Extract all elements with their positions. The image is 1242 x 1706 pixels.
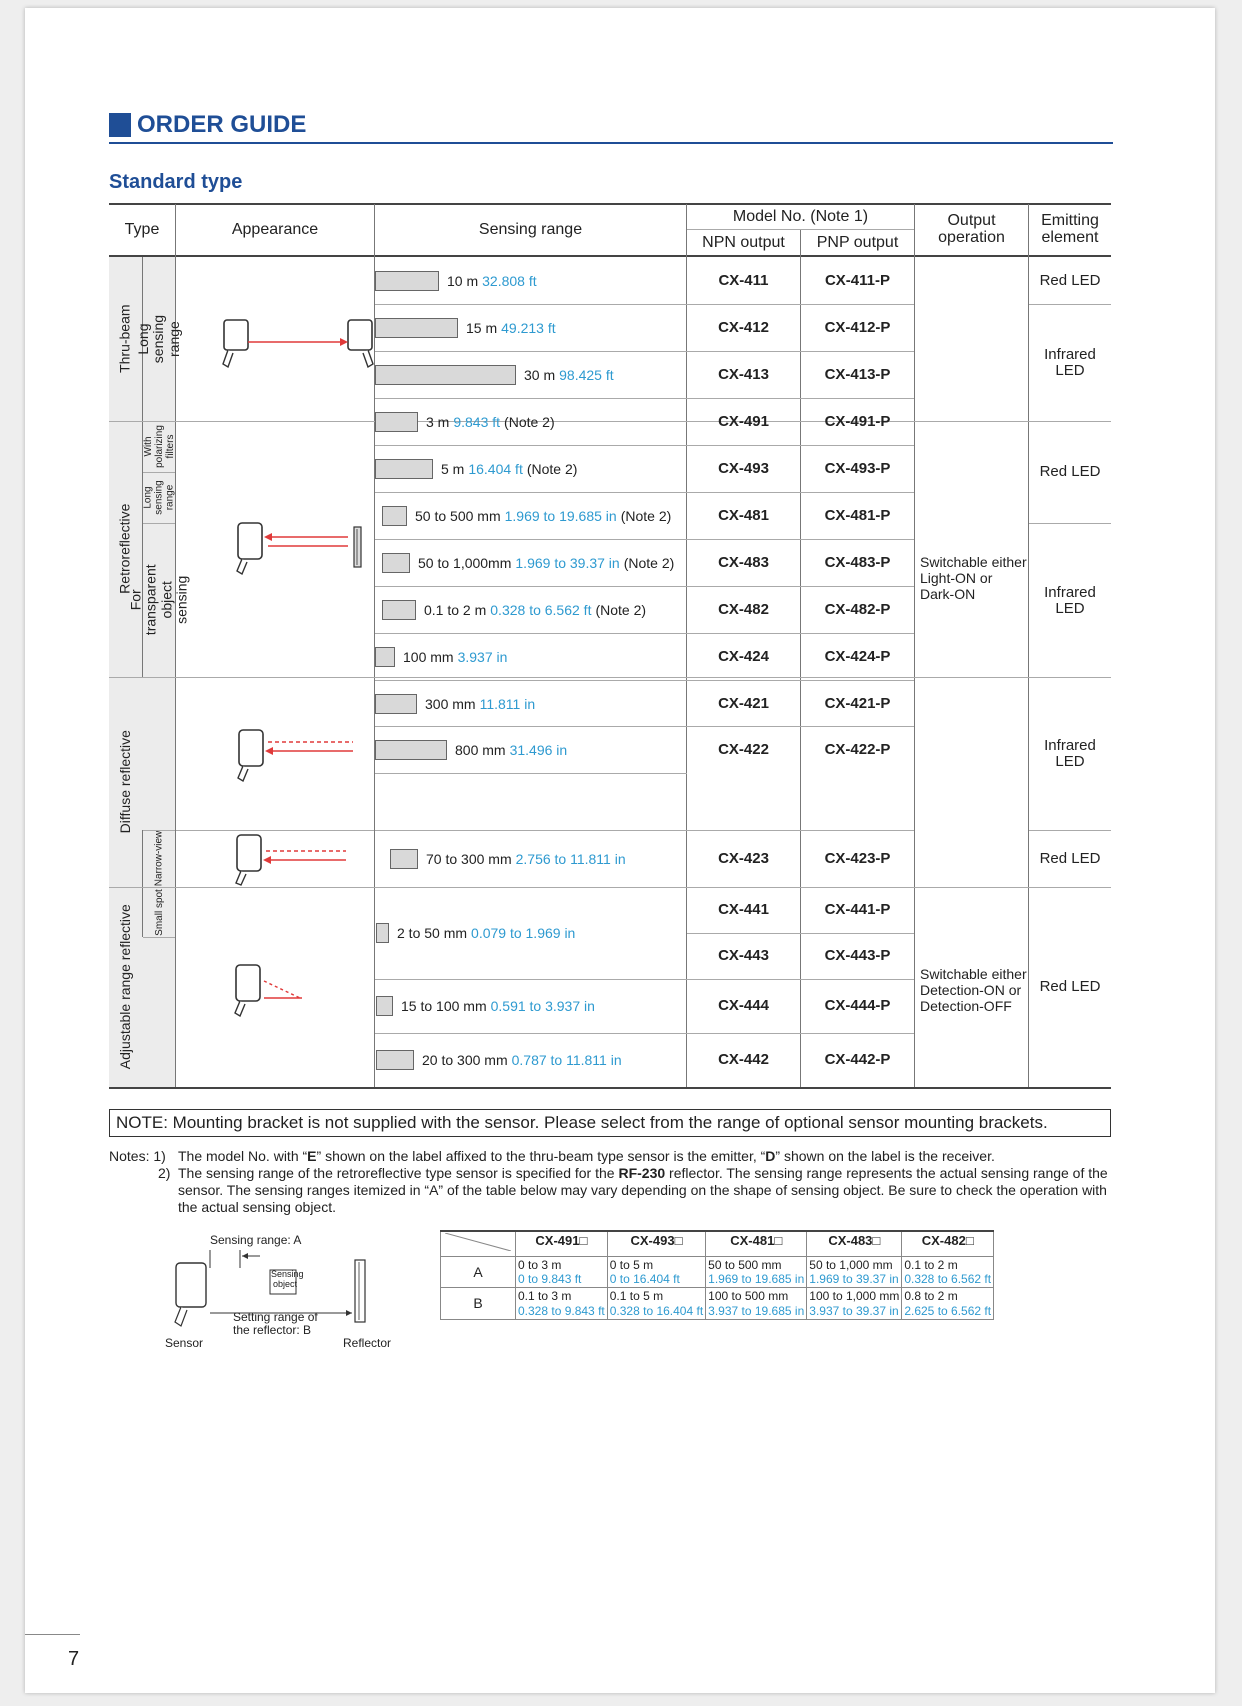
- range-col-header: CX-482□: [902, 1231, 994, 1256]
- pnp-model-cell: CX-491-P: [824, 412, 891, 430]
- range-table-corner: [441, 1231, 516, 1256]
- notes-label: Notes: 1): [109, 1148, 166, 1164]
- pnp-model-cell: CX-483-P: [824, 553, 891, 571]
- sensing-range-text: 2 to 50 mm 0.079 to 1.969 in: [397, 925, 576, 941]
- pnp-model-cell: CX-444-P: [824, 997, 891, 1015]
- range-cell: 0 to 3 m 0 to 9.843 ft: [516, 1256, 608, 1288]
- notes-block: [109, 1148, 1119, 1216]
- page-number-rule: [25, 1634, 80, 1635]
- sensing-range-text: 3 m 9.843 ft (Note 2): [426, 413, 555, 430]
- header-npn: NPN output: [702, 233, 785, 251]
- range-bar: [390, 849, 418, 869]
- note-1: The model No. with “E” shown on the label affixed to the thru-beam type sensor is the emitter, “D” shown on the label is the receiver.: [178, 1148, 995, 1164]
- range-cell: 100 to 500 mm 3.937 to 19.685 in: [706, 1288, 807, 1320]
- npn-model-cell: CX-483: [718, 553, 769, 571]
- narrow-view-appearance: [176, 830, 374, 887]
- npn-model-cell: CX-411: [718, 271, 769, 289]
- diagram-sensing-range: Sensing range: A: [210, 1233, 302, 1247]
- npn-model-cell: CX-424: [718, 647, 769, 665]
- sensing-range-text: 50 to 500 mm 1.969 to 19.685 in (Note 2): [415, 507, 672, 524]
- type-small-spot: Small spot: [153, 888, 165, 936]
- mounting-note-box: NOTE: Mounting bracket is not supplied with the sensor. Please select from the range of optional sensor mounting brackets.: [109, 1109, 1111, 1137]
- emit-infrared-3: Infrared LED: [1044, 736, 1096, 770]
- pnp-model-cell: CX-413-P: [824, 365, 891, 383]
- emit-red-led-3: Red LED: [1039, 849, 1101, 867]
- output-light-dark: Switchable either Light-ON or Dark-ON: [920, 554, 1027, 603]
- sensing-range-text: 50 to 1,000mm 1.969 to 39.37 in (Note 2): [418, 554, 675, 571]
- pnp-model-cell: CX-412-P: [824, 318, 891, 336]
- header-appearance: Appearance: [231, 220, 319, 238]
- range-bar: [375, 271, 439, 291]
- type-diffuse-reflective: Diffuse reflective: [116, 730, 133, 834]
- sensing-range-text: 10 m 32.808 ft: [447, 272, 537, 289]
- sensing-range-text: 0.1 to 2 m 0.328 to 6.562 ft (Note 2): [424, 601, 647, 618]
- type-thru-beam: Thru-beam: [116, 304, 133, 374]
- document-page: [25, 8, 1215, 1693]
- thru-beam-appearance: [176, 257, 374, 421]
- range-cell: 0.1 to 2 m 0.328 to 6.562 ft: [902, 1256, 994, 1288]
- diagram-reflector: Reflector: [343, 1336, 392, 1350]
- pnp-model-cell: CX-411-P: [824, 271, 891, 289]
- range-bar: [375, 647, 395, 667]
- range-bar: [382, 600, 416, 620]
- npn-model-cell: CX-444: [718, 997, 769, 1015]
- range-cell: 0.1 to 3 m 0.328 to 9.843 ft: [516, 1288, 608, 1320]
- pnp-model-cell: CX-422-P: [824, 740, 891, 758]
- retroreflective-appearance: [176, 421, 374, 677]
- adjustable-range-appearance: [176, 887, 374, 1087]
- page-number: 7: [68, 1648, 80, 1670]
- range-table: [440, 1230, 994, 1320]
- npn-model-cell: CX-493: [718, 459, 769, 477]
- pnp-model-cell: CX-424-P: [824, 647, 891, 665]
- range-col-header: CX-481□: [706, 1231, 807, 1256]
- range-row-label: A: [441, 1256, 516, 1288]
- range-bar: [375, 740, 447, 760]
- diffuse-reflective-appearance: [176, 677, 374, 830]
- sensing-range-text: 300 mm 11.811 in: [425, 695, 536, 712]
- range-bar: [375, 694, 417, 714]
- npn-model-cell: CX-422: [718, 740, 769, 758]
- diagram-setting-range: Setting range of the reflector: B: [233, 1310, 318, 1338]
- range-bar: [382, 553, 410, 573]
- range-cell: 0 to 5 m 0 to 16.404 ft: [607, 1256, 705, 1288]
- range-col-header: CX-483□: [807, 1231, 902, 1256]
- npn-model-cell: CX-412: [718, 318, 769, 336]
- output-detection: Switchable either Detection-ON or Detection-OFF: [920, 966, 1027, 1015]
- npn-model-cell: CX-413: [718, 365, 769, 383]
- range-cell: 50 to 500 mm 1.969 to 19.685 in: [706, 1256, 807, 1288]
- sensing-range-text: 70 to 300 mm 2.756 to 11.811 in: [426, 850, 626, 867]
- emit-infrared-2: Infrared LED: [1044, 583, 1096, 617]
- range-cell: 0.1 to 5 m 0.328 to 16.404 ft: [607, 1288, 705, 1320]
- range-bar: [376, 996, 393, 1016]
- npn-model-cell: CX-423: [718, 849, 769, 867]
- npn-model-cell: CX-441: [718, 901, 769, 919]
- header-pnp: PNP output: [816, 233, 899, 251]
- sensing-range-text: 15 m 49.213 ft: [466, 319, 556, 336]
- pnp-model-cell: CX-441-P: [824, 901, 891, 919]
- range-bar: [376, 923, 389, 943]
- range-bar: [375, 365, 516, 385]
- sensing-range-text: 15 to 100 mm 0.591 to 3.937 in: [401, 998, 595, 1014]
- pnp-model-cell: CX-493-P: [824, 459, 891, 477]
- type-long-sensing-range-small: Long sensing range: [142, 480, 176, 515]
- note-2: The sensing range of the retroreflective type sensor is specified for the RF-230 reflector. The sensing range represents the actual sensing range of the sensor. The sensing ranges itemized in “A” of the table below may vary depending on the shape of sensing object. Be sure to check the operation with the actual sensing object.: [178, 1165, 1108, 1216]
- heading-text: ORDER GUIDE: [137, 111, 307, 138]
- range-bar: [375, 318, 458, 338]
- emit-infrared-1: Infrared LED: [1044, 346, 1096, 379]
- header-sensing-range: Sensing range: [478, 220, 583, 238]
- sensing-range-text: 30 m 98.425 ft: [524, 366, 614, 383]
- range-col-header: CX-493□: [607, 1231, 705, 1256]
- npn-model-cell: CX-421: [718, 694, 769, 712]
- type-adjustable-range: Adjustable range reflective: [116, 904, 133, 1070]
- range-row-label: B: [441, 1288, 516, 1320]
- range-cell: 50 to 1,000 mm 1.969 to 39.37 in: [807, 1256, 902, 1288]
- diagram-sensor: Sensor: [165, 1336, 204, 1350]
- sensing-range-text: 5 m 16.404 ft (Note 2): [441, 460, 578, 477]
- header-emitting-element: Emitting element: [1041, 212, 1099, 246]
- type-for-transparent: For transparent object sensing: [127, 564, 190, 636]
- pnp-model-cell: CX-482-P: [824, 600, 891, 618]
- diagram-sensing-object: Sensing object: [271, 1269, 304, 1289]
- range-col-header: CX-491□: [516, 1231, 608, 1256]
- range-cell: 100 to 1,000 mm 3.937 to 39.37 in: [807, 1288, 902, 1320]
- pnp-model-cell: CX-442-P: [824, 1051, 891, 1069]
- pnp-model-cell: CX-421-P: [824, 694, 891, 712]
- pnp-model-cell: CX-481-P: [824, 506, 891, 524]
- sensing-range-text: 20 to 300 mm 0.787 to 11.811 in: [422, 1052, 622, 1068]
- type-retroreflective: Retroreflective: [116, 503, 133, 595]
- npn-model-cell: CX-482: [718, 600, 769, 618]
- header-type: Type: [124, 220, 160, 238]
- emit-red-led-4: Red LED: [1039, 978, 1101, 996]
- range-bar: [376, 1050, 414, 1070]
- order-table: [25, 8, 1215, 1108]
- npn-model-cell: CX-481: [718, 506, 769, 524]
- range-cell: 0.8 to 2 m 2.625 to 6.562 ft: [902, 1288, 994, 1320]
- type-narrow-view: Narrow-view: [153, 830, 165, 887]
- range-bar: [375, 412, 418, 432]
- emit-red-led-1: Red LED: [1039, 271, 1101, 289]
- sensing-range-text: 100 mm 3.937 in: [403, 648, 508, 665]
- note-2-num: 2): [158, 1165, 171, 1182]
- range-bar: [382, 506, 407, 526]
- npn-model-cell: CX-491: [718, 412, 769, 430]
- range-bar: [375, 459, 433, 479]
- pnp-model-cell: CX-443-P: [824, 947, 891, 965]
- type-long-sensing-range: Long sensing range: [134, 314, 182, 364]
- section-subheading: Standard type: [109, 171, 243, 193]
- pnp-model-cell: CX-423-P: [824, 849, 891, 867]
- npn-model-cell: CX-443: [718, 947, 769, 965]
- emit-red-led-2: Red LED: [1039, 463, 1101, 481]
- npn-model-cell: CX-442: [718, 1051, 769, 1069]
- type-with-polarizing-filters: With polarizing filters: [142, 425, 176, 468]
- sensing-range-text: 800 mm 31.496 in: [455, 741, 568, 758]
- header-output-operation: Output operation: [938, 212, 1005, 246]
- header-model-no: Model No. (Note 1): [732, 207, 869, 225]
